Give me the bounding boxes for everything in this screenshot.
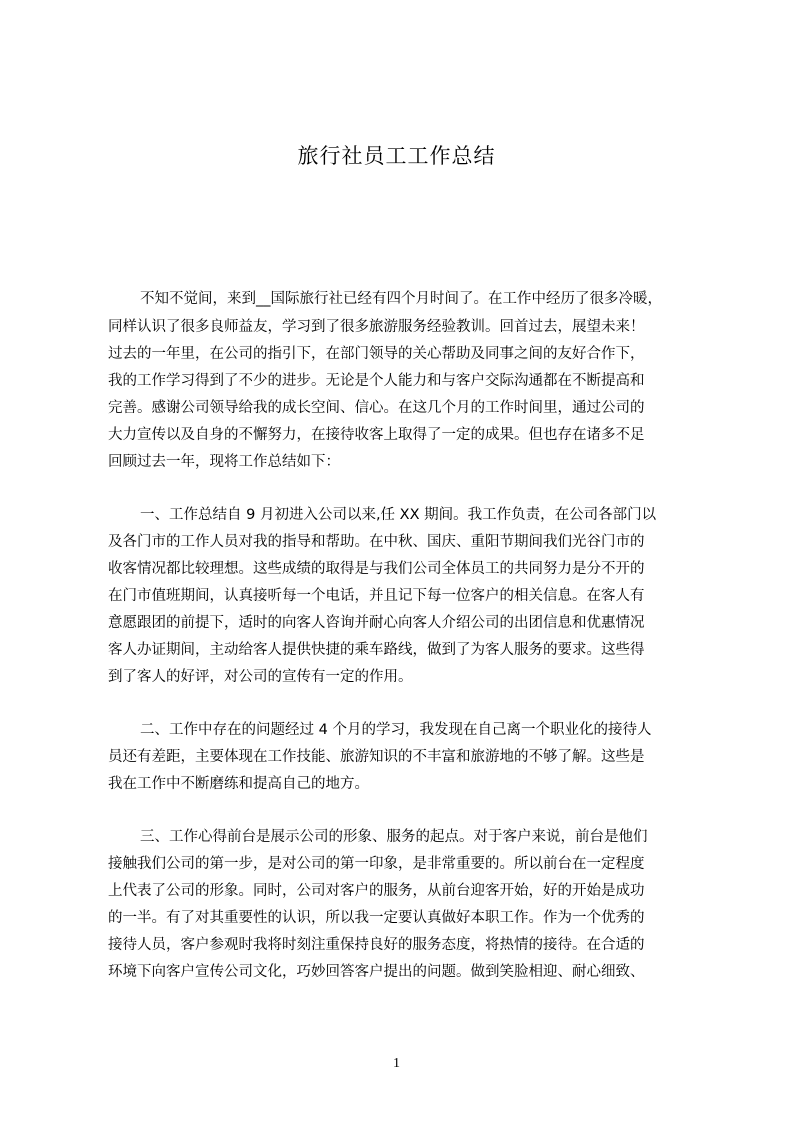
paragraph-2-line-1: 一、工作总结自 9 月初进入公司以来,任 XX 期间。我工作负责，在公司各部门以 xyxy=(140,507,657,523)
paragraph-1-line-2: 同样认识了很多良师益友，学习到了很多旅游服务经验教训。回首过去，展望未来！ xyxy=(108,319,645,335)
paragraph-1-line-3: 过去的一年里，在公司的指引下，在部门领导的关心帮助及同事之间的友好合作下， xyxy=(108,346,645,362)
document-title: 旅行社员工工作总结 xyxy=(297,144,496,168)
paragraph-4-line-2: 接触我们公司的第一步，是对公司的第一印象，是非常重要的。所以前台在一定程度 xyxy=(108,856,645,872)
paragraph-1-line-4: 我的工作学习得到了不少的进步。无论是个人能力和与客户交际沟通都在不断提高和 xyxy=(108,373,645,389)
paragraph-2-line-3: 收客情况都比较理想。这些成绩的取得是与我们公司全体员工的共同努力是分不开的 xyxy=(108,561,645,577)
paragraph-2-line-4: 在门市值班期间，认真接听每一个电话，并且记下每一位客户的相关信息。在客人有 xyxy=(108,588,645,604)
paragraph-4-line-1: 三、工作心得前台是展示公司的形象、服务的起点。对于客户来说，前台是他们 xyxy=(140,829,648,845)
paragraph-2-line-7: 到了客人的好评，对公司的宣传有一定的作用。 xyxy=(108,669,413,685)
paragraph-4-line-6: 环境下向客户宣传公司文化，巧妙回答客户提出的问题。做到笑脸相迎、耐心细致、 xyxy=(108,964,645,980)
paragraph-1-line-5: 完善。感谢公司领导给我的成长空间、信心。在这几个月的工作时间里，通过公司的 xyxy=(108,400,645,416)
paragraph-2-line-6: 客人办证期间，主动给客人提供快捷的乘车路线，做到了为客人服务的要求。这些得 xyxy=(108,642,645,658)
paragraph-2-line-2: 及各门市的工作人员对我的指导和帮助。在中秋、国庆、重阳节期间我们光谷门市的 xyxy=(108,534,645,550)
page-number: 1 xyxy=(393,1056,400,1071)
paragraph-3-line-2: 员还有差距，主要体现在工作技能、旅游知识的不丰富和旅游地的不够了解。这些是 xyxy=(108,749,645,765)
paragraph-2-line-5: 意愿跟团的前提下，适时的向客人咨询并耐心向客人介绍公司的出团信息和优惠情况 xyxy=(108,615,645,631)
paragraph-1-line-7: 回顾过去一年，现将工作总结如下： xyxy=(108,454,340,470)
paragraph-4-line-4: 的一半。有了对其重要性的认识，所以我一定要认真做好本职工作。作为一个优秀的 xyxy=(108,910,645,926)
paragraph-3-line-1: 二、工作中存在的问题经过 4 个月的学习，我发现在自己离一个职业化的接待人 xyxy=(140,722,652,738)
paragraph-4-line-3: 上代表了公司的形象。同时，公司对客户的服务，从前台迎客开始，好的开始是成功 xyxy=(108,883,645,899)
paragraph-1-line-1: 不知不觉间，来到__国际旅行社已经有四个月时间了。在工作中经历了很多冷暖， xyxy=(140,291,662,307)
paragraph-4-line-5: 接待人员，客户参观时我将时刻注重保持良好的服务态度，将热情的接待。在合适的 xyxy=(108,937,645,953)
paragraph-3-line-3: 我在工作中不断磨练和提高自己的地方。 xyxy=(108,776,369,792)
paragraph-1-line-6: 大力宣传以及自身的不懈努力，在接待收客上取得了一定的成果。但也存在诸多不足 xyxy=(108,427,645,443)
